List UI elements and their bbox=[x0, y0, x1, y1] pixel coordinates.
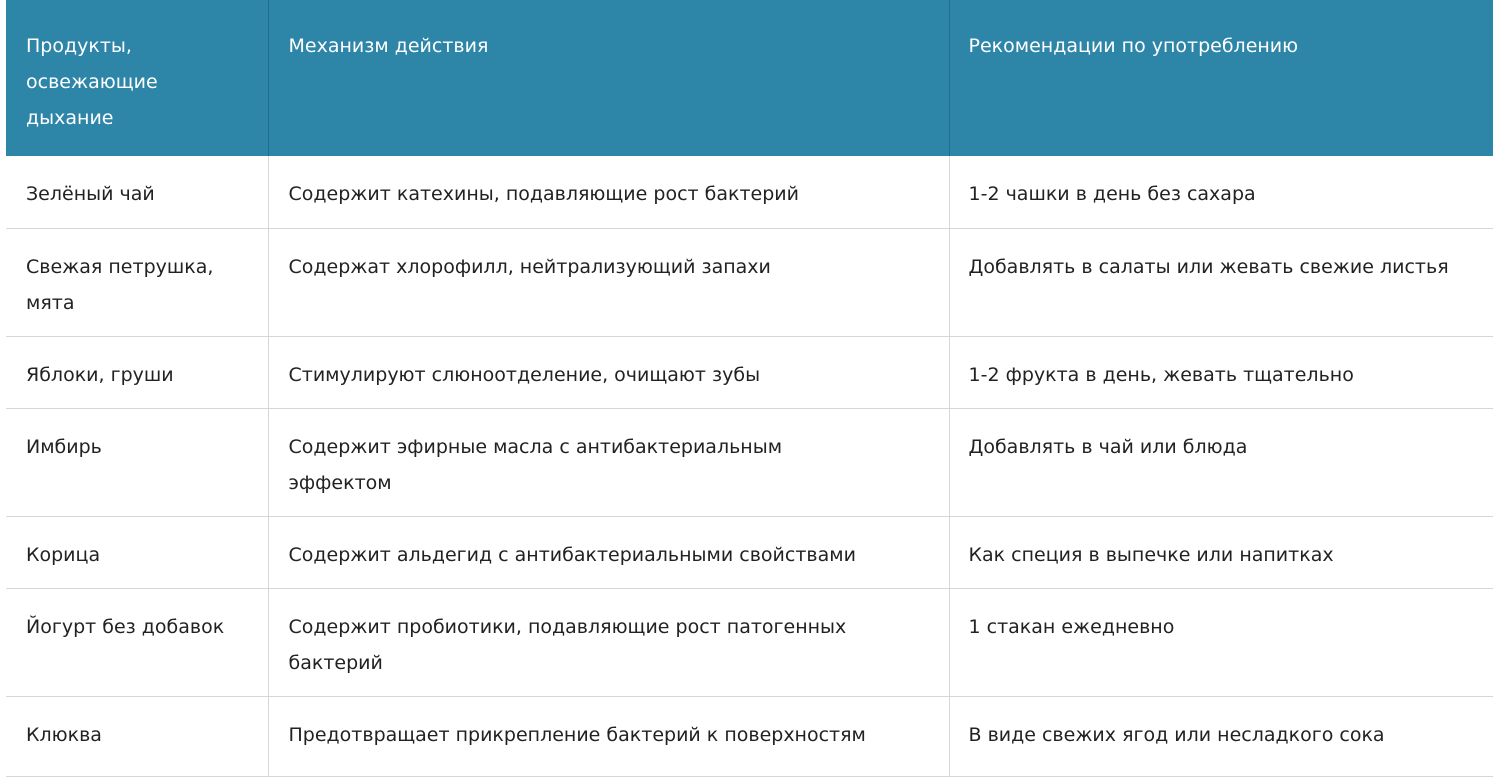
mechanism-cell bbox=[268, 336, 949, 408]
product-cell bbox=[6, 408, 268, 516]
product-cell bbox=[6, 228, 268, 336]
product-text: Имбирь bbox=[26, 435, 102, 458]
mechanism-text: Содержат хлорофилл, нейтрализующий запахи bbox=[288, 255, 771, 278]
recommendation-cell bbox=[949, 228, 1493, 336]
product-text: Клюква bbox=[26, 723, 102, 746]
header-row bbox=[6, 0, 1493, 156]
table-row bbox=[6, 516, 1493, 588]
recommendation-text: 1 стакан ежедневно bbox=[968, 615, 1175, 638]
table-row bbox=[6, 408, 1493, 516]
mechanism-text: Содержит пробиотики, подавляющие рост патогенных бактерий bbox=[288, 615, 847, 674]
mechanism-cell bbox=[268, 228, 949, 336]
recommendation-text: Добавлять в чай или блюда bbox=[968, 435, 1248, 458]
table-row bbox=[6, 696, 1493, 776]
table-row bbox=[6, 588, 1493, 696]
recommendation-text: В виде свежих ягод или несладкого сока bbox=[968, 723, 1385, 746]
recommendation-text: 1-2 чашки в день без сахара bbox=[968, 183, 1256, 205]
mechanism-cell bbox=[268, 156, 949, 228]
header-recommendations-label: Рекомендации по употреблению bbox=[968, 35, 1299, 57]
mechanism-text: Содержит альдегид с антибактериальными свойствами bbox=[288, 543, 856, 566]
recommendation-text: Добавлять в салаты или жевать свежие листья bbox=[968, 255, 1449, 278]
product-cell bbox=[6, 156, 268, 228]
header-recommendations bbox=[949, 0, 1493, 156]
header-products bbox=[6, 0, 268, 156]
table-body bbox=[6, 156, 1493, 776]
product-text: Свежая петрушка, мята bbox=[26, 255, 214, 314]
product-cell bbox=[6, 588, 268, 696]
table-row bbox=[6, 336, 1493, 408]
mechanism-cell bbox=[268, 516, 949, 588]
header-products-label: Продукты, освежающие дыхание bbox=[26, 35, 158, 129]
product-cell bbox=[6, 696, 268, 776]
breath-freshening-foods-table bbox=[6, 0, 1493, 777]
product-text: Йогурт без добавок bbox=[26, 615, 225, 638]
mechanism-cell bbox=[268, 696, 949, 776]
product-text: Корица bbox=[26, 543, 101, 566]
mechanism-text: Содержит эфирные масла с антибактериальным эффектом bbox=[288, 435, 783, 494]
recommendation-cell bbox=[949, 696, 1493, 776]
table-row bbox=[6, 156, 1493, 228]
recommendation-text: Как специя в выпечке или напитках bbox=[968, 543, 1334, 566]
header-mechanism bbox=[268, 0, 949, 156]
product-cell bbox=[6, 516, 268, 588]
mechanism-cell bbox=[268, 588, 949, 696]
table-row bbox=[6, 228, 1493, 336]
product-text: Яблоки, груши bbox=[26, 363, 174, 386]
mechanism-cell bbox=[268, 408, 949, 516]
recommendation-cell bbox=[949, 336, 1493, 408]
recommendation-cell bbox=[949, 516, 1493, 588]
mechanism-text: Стимулируют слюноотделение, очищают зубы bbox=[288, 363, 761, 386]
header-mechanism-label: Механизм действия bbox=[288, 35, 489, 57]
product-cell bbox=[6, 336, 268, 408]
recommendation-cell bbox=[949, 156, 1493, 228]
recommendation-cell bbox=[949, 408, 1493, 516]
recommendation-cell bbox=[949, 588, 1493, 696]
recommendation-text: 1-2 фрукта в день, жевать тщательно bbox=[968, 363, 1354, 386]
table-header bbox=[6, 0, 1493, 156]
product-text: Зелёный чай bbox=[26, 183, 155, 205]
mechanism-text: Содержит катехины, подавляющие рост бактерий bbox=[288, 183, 799, 205]
mechanism-text: Предотвращает прикрепление бактерий к поверхностям bbox=[288, 723, 866, 746]
